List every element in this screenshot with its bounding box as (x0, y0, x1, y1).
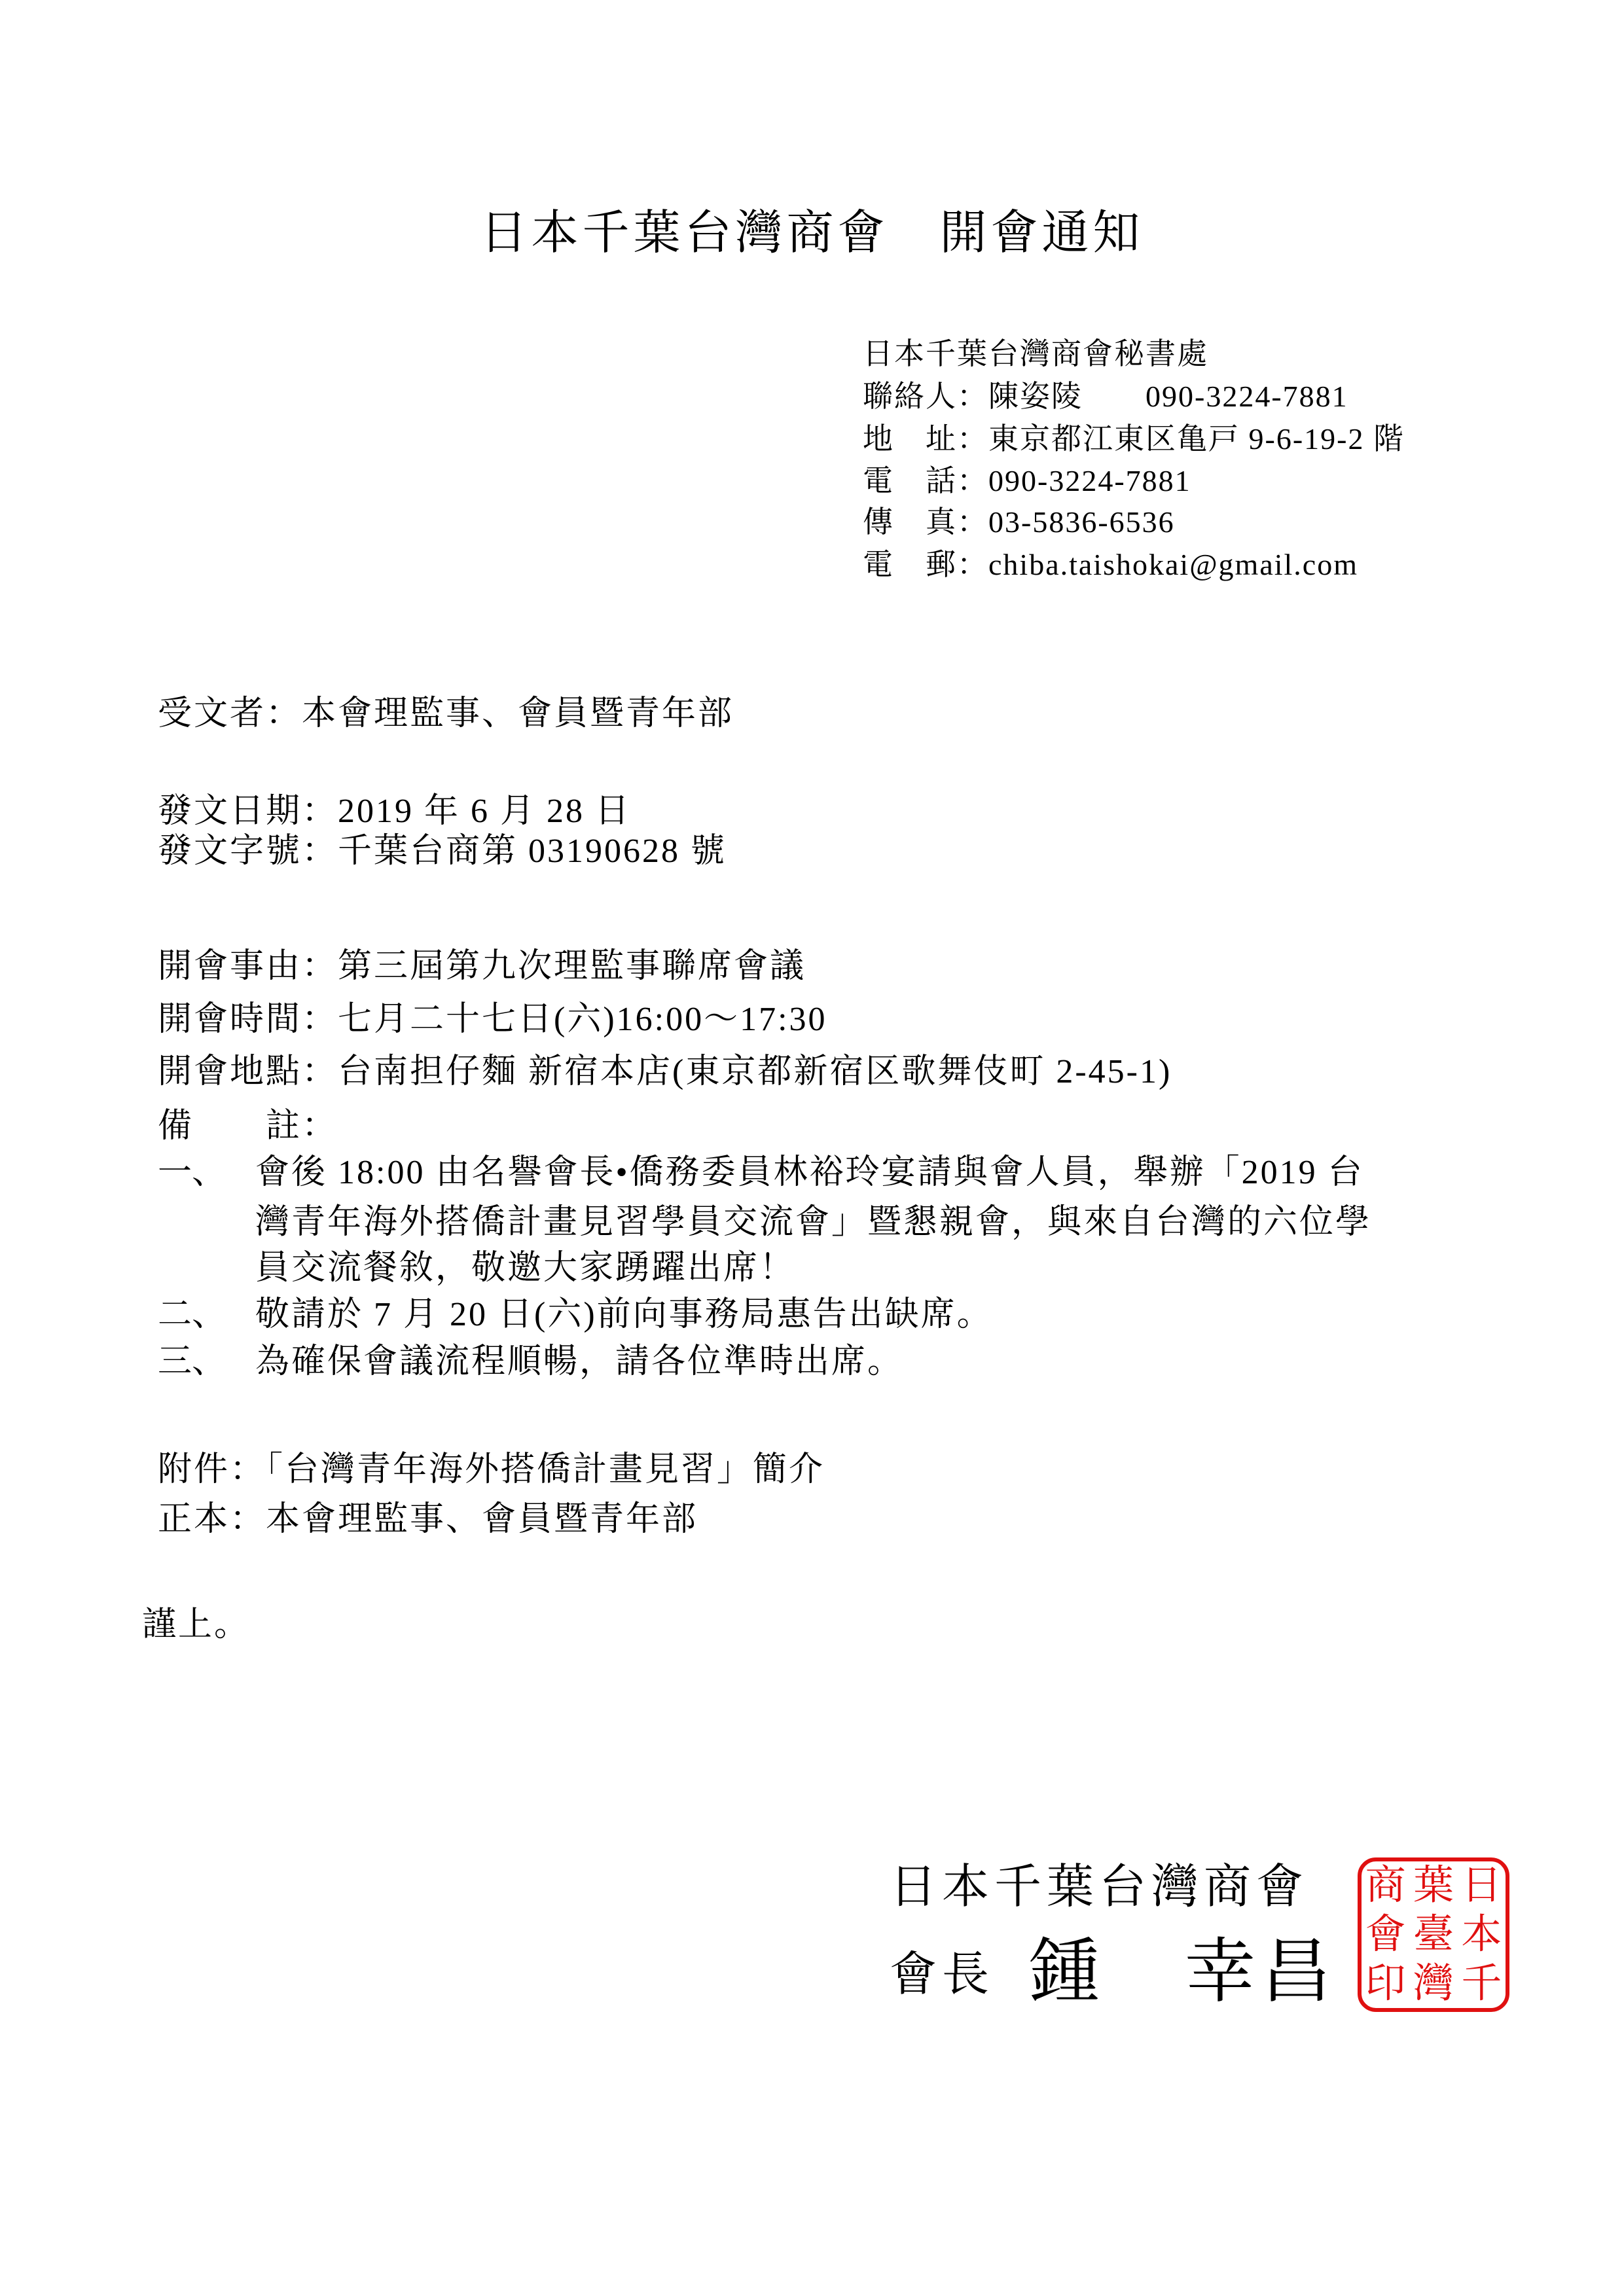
signature-org: 日本千葉台灣商會 (890, 1861, 1309, 1913)
note-number: 一、 (158, 1154, 226, 1191)
seal-char: 千 (1461, 1961, 1502, 2006)
original-recipients: 正本：本會理監事、會員暨青年部 (158, 1501, 698, 1538)
note-line: 會後 18:00 由名譽會長•僑務委員林裕玲宴請與會人員，舉辦「2019 台 (255, 1154, 1364, 1191)
seal-char: 日 (1461, 1863, 1502, 1909)
meeting-subject: 開會事由：第三屆第九次理監事聯席會議 (158, 948, 806, 985)
secretariat-email: 電 郵：chiba.taishokai@gmail.com (863, 548, 1359, 581)
note-line: 員交流餐敘，敬邀大家踴躍出席！ (255, 1249, 796, 1287)
note-line: 灣青年海外搭僑計畫見習學員交流會」暨懇親會，與來自台灣的六位學 (255, 1204, 1372, 1241)
document-title: 日本千葉台灣商會 開會通知 (480, 207, 1144, 259)
note-number: 二、 (158, 1296, 226, 1333)
issue-date: 發文日期：2019 年 6 月 28 日 (158, 793, 632, 830)
note-line: 為確保會議流程順暢，請各位準時出席。 (255, 1343, 904, 1380)
signature-surname: 鍾 (1029, 1933, 1106, 2011)
seal-char: 商 (1365, 1863, 1406, 1909)
attachment: 附件：「台灣青年海外搭僑計畫見習」簡介 (158, 1451, 825, 1488)
seal-char: 本 (1461, 1912, 1502, 1957)
meeting-location: 開會地點：台南担仔麵 新宿本店(東京都新宿区歌舞伎町 2-45-1) (158, 1053, 1172, 1090)
signature-role: 會長 (890, 1948, 995, 2001)
secretariat-contact: 聯絡人：陳姿陵 090-3224-7881 (863, 380, 1348, 413)
recipients: 受文者：本會理監事、會員暨青年部 (158, 695, 734, 732)
seal-char: 臺 (1413, 1912, 1454, 1957)
notes-label: 備 註： (158, 1107, 338, 1145)
note-number: 三、 (158, 1343, 226, 1380)
issue-number: 發文字號：千葉台商第 03190628 號 (158, 833, 727, 870)
seal-char: 印 (1365, 1961, 1406, 2006)
secretariat-address: 地 址：東京都江東区亀戸 9-6-19-2 階 (863, 422, 1405, 456)
meeting-time: 開會時間：七月二十七日(六)16:00～17:30 (158, 1001, 827, 1038)
red-seal-stamp (1358, 1857, 1509, 2012)
secretariat-phone: 電 話：090-3224-7881 (863, 464, 1191, 497)
seal-char: 葉 (1413, 1863, 1454, 1909)
note-line: 敬請於 7 月 20 日(六)前向事務局惠告出缺席。 (255, 1296, 993, 1333)
seal-char: 會 (1365, 1912, 1406, 1957)
signature-given-name: 幸昌 (1185, 1933, 1337, 2011)
seal-char: 灣 (1413, 1961, 1454, 2006)
secretariat-name: 日本千葉台灣商會秘書處 (863, 337, 1208, 370)
secretariat-fax: 傳 真：03-5836-6536 (863, 505, 1175, 539)
closing: 謹上。 (142, 1606, 251, 1643)
